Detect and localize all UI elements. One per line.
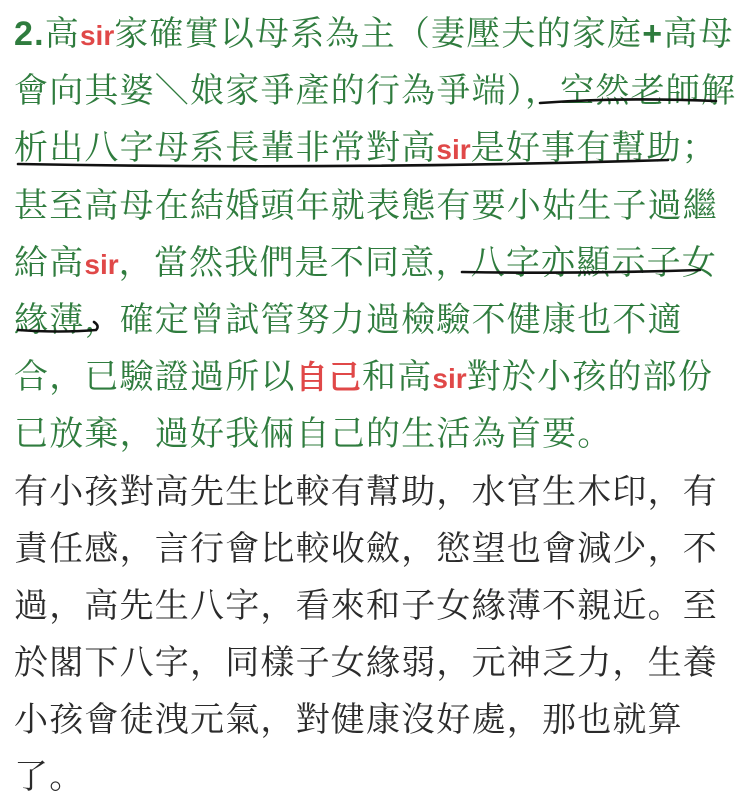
black-reply-paragraph xyxy=(14,464,730,807)
text-span: ， xyxy=(525,71,561,112)
text-span: 高 xyxy=(44,14,80,54)
text-span: 給高 xyxy=(14,242,85,283)
text-line: 有小孩對高先生比較有幫助，水官生木印，有 xyxy=(14,471,718,512)
text-span: ，當然我們是不同意，八字亦顯示子女 xyxy=(118,242,718,283)
text-span: 已放棄，過好我倆自己的生活為首要。 xyxy=(14,414,613,455)
highlight-sir: sir xyxy=(436,134,471,166)
text-span: 緣薄，確定曾試管努力過檢驗不健康也不適 xyxy=(14,299,683,340)
list-number: 2. xyxy=(14,15,45,53)
highlight-sir: sir xyxy=(84,248,119,280)
underlined-text: 空然老師解 xyxy=(560,71,737,112)
plus-sign: + xyxy=(642,15,664,53)
text-line xyxy=(14,63,737,120)
green-quoted-paragraph xyxy=(14,6,737,464)
text-span: 合，已驗證過所以 xyxy=(14,357,296,398)
text-line xyxy=(14,120,730,177)
underlined-text: 析出八字母系長輩非常對高 xyxy=(14,128,437,169)
text-line: 責任感，言行會比較收斂，慾望也會減少，不 xyxy=(14,528,718,569)
text-span: 對於小孩的部份 xyxy=(466,357,714,398)
text-line: 於閣下八字，同樣子女緣弱，元神乏力，生養 xyxy=(14,643,718,684)
highlight-sir: sir xyxy=(432,363,467,395)
text-span: 和高 xyxy=(362,357,433,398)
text-line xyxy=(14,292,730,349)
text-line: 過，高先生八字，看來和子女緣薄不親近。至 xyxy=(14,585,718,626)
text-line xyxy=(14,6,734,63)
text-span: 家確實以母系為主（妻壓夫的家庭 xyxy=(114,14,643,54)
text-span: 甚至高母在結婚頭年就表態有要小姑生子過繼 xyxy=(14,185,718,226)
highlight-self: 自己 xyxy=(295,359,363,396)
text-span: 高母 xyxy=(663,14,734,54)
text-line: 了。 xyxy=(14,757,85,798)
text-line: 小孩會徒洩元氣，對健康沒好處，那也就算 xyxy=(14,700,683,741)
text-span: 是好事有幫助； xyxy=(470,128,718,169)
text-line xyxy=(14,235,730,292)
text-span: 會向其婆＼娘家爭產的行為爭端） xyxy=(14,71,525,112)
text-line xyxy=(14,349,730,406)
text-line xyxy=(14,178,730,235)
highlight-sir: sir xyxy=(79,20,115,51)
text-line xyxy=(14,406,730,463)
article-body xyxy=(14,6,737,807)
